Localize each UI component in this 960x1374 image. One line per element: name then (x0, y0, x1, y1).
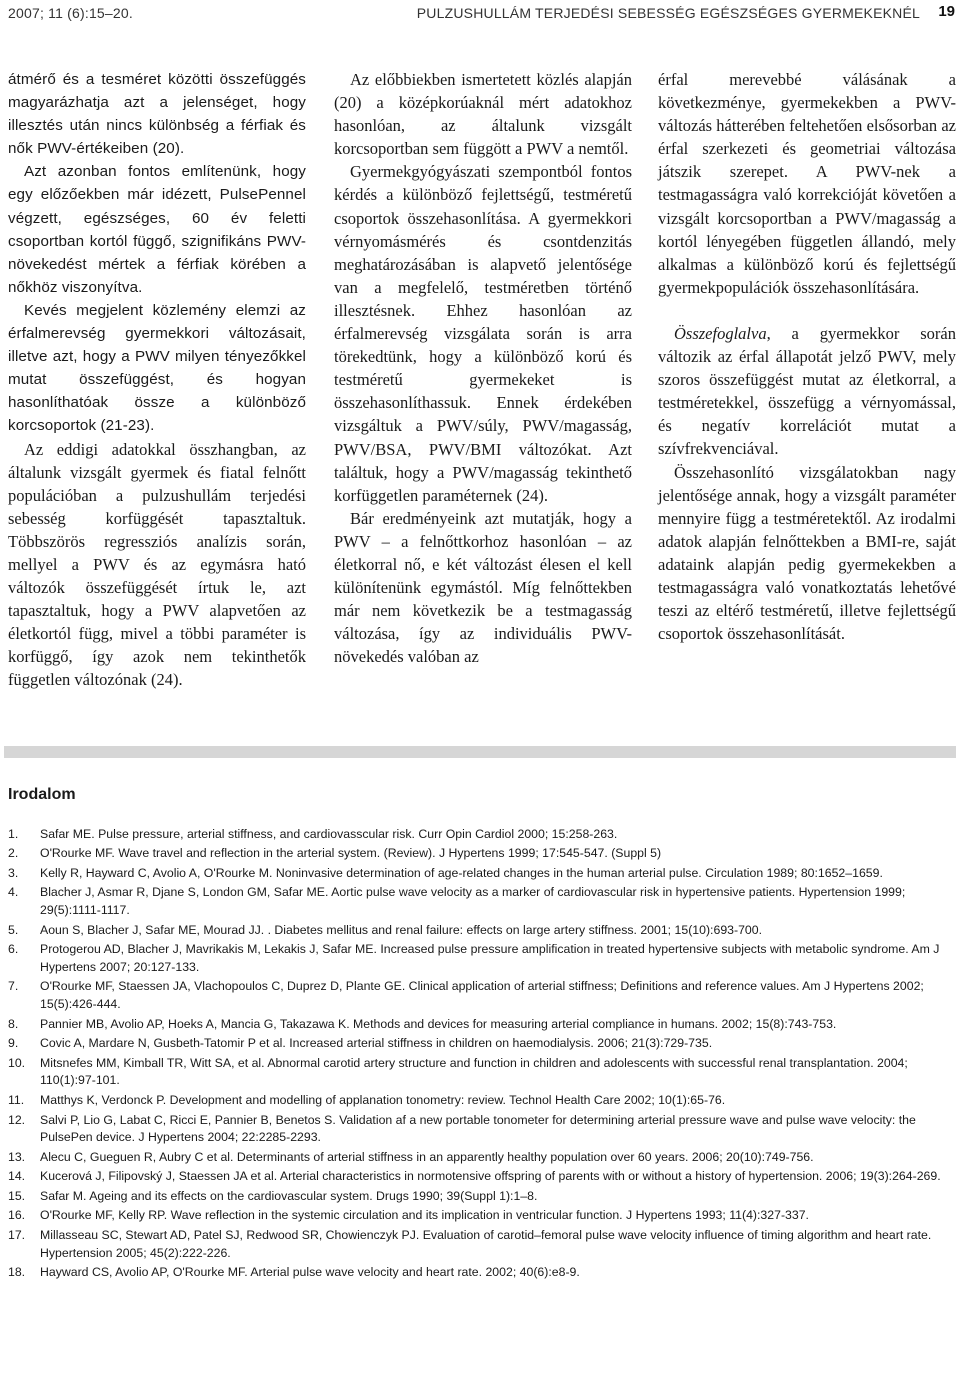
reference-text: O'Rourke MF, Staessen JA, Vlachopoulos C, Duprez D, Plante GE. Clinical application of arterial stiffness; Definitions and reference values. Am J Hypertens 2002; 15(5):426-444. (40, 979, 924, 1011)
reference-item (8, 845, 948, 863)
reference-item (8, 1055, 948, 1090)
reference-text: Salvi P, Lio G, Labat C, Ricci E, Pannier B, Benetos S. Validation af a new portable tonometer for determining arterial pressure wave and pulse wave velocity: the PulsePen device. J Hypertens 2004; 22:2285-2293. (40, 1112, 916, 1145)
reference-text: Aoun S, Blacher J, Safar ME, Mourad JJ. . Diabetes mellitus and renal failure: effects on large artery stiffness. 2001; 15(10):693-700. (40, 922, 763, 937)
reference-item (8, 1227, 948, 1262)
reference-item (8, 978, 948, 1013)
reference-item (8, 1188, 948, 1206)
reference-text: Kucerová J, Filipovský J, Staessen JA et al. Arterial characteristics in normotensive offspring of parents with or without a history of hypertension. 2006; 19(3):264-269. (40, 1169, 941, 1184)
paragraph (658, 322, 956, 461)
reference-item (8, 1207, 948, 1225)
reference-number: 13. (8, 1149, 26, 1164)
reference-number: 2. (8, 846, 19, 861)
page-number: 19 (938, 3, 955, 20)
reference-number: 4. (8, 885, 19, 900)
reference-number: 17. (8, 1228, 26, 1243)
reference-text: Millasseau SC, Stewart AD, Patel SJ, Redwood SR, Chowienczyk PJ. Evaluation of carotid–femoral pulse wave velocity influence of timing algorithm and heart rate. Hypertension 2005; 45(2):222-226. (40, 1228, 932, 1260)
reference-number: 18. (8, 1265, 26, 1280)
section-divider (4, 746, 956, 758)
reference-item (8, 826, 948, 844)
reference-number: 1. (8, 826, 19, 841)
journal-citation: 2007; 11 (6):15–20. (8, 5, 133, 21)
reference-text: O'Rourke MF. Wave travel and reflection in the arterial system. (Review). J Hypertens 1999; 17:545-547. (Suppl 5) (40, 846, 662, 861)
reference-text: Safar M. Ageing and its effects on the cardiovascular system. Drugs 1990; 39(Suppl 1):1–8. (40, 1188, 538, 1203)
reference-number: 5. (8, 922, 19, 937)
reference-item (8, 1035, 948, 1053)
reference-number: 11. (8, 1092, 25, 1107)
reference-number: 9. (8, 1036, 19, 1051)
reference-item (8, 922, 948, 940)
reference-item (8, 1092, 948, 1110)
reference-item (8, 941, 948, 976)
reference-item (8, 1112, 948, 1147)
reference-text: Alecu C, Gueguen R, Aubry C et al. Determinants of arterial stiffness in an apparently healthy population over 60 years. 2006; 20(10):749-756. (40, 1149, 814, 1164)
paragraph: Azt azonban fontos említenünk, hogy egy előzőekben már idézett, PulsePennel végzett, egészséges, 60 év feletti csoportban kortól függő, szignifikáns PWV-növekedést mértek a férfiak körében a nőkhöz viszonyítva. (8, 163, 306, 296)
references-title: Irodalom (8, 786, 76, 803)
summary-label: Összefoglalva (674, 323, 767, 343)
column-2 (334, 68, 632, 668)
body-text (8, 68, 956, 708)
reference-item (8, 884, 948, 919)
paragraph: érfal merevebbé válásának a következménye, gyermekekben a PWV-változás hátterében feltehetően elsősorban az érfal szerkezeti és geometriai változása játszik szerepet. A PWV-nek a testmagasságra való korrekcióját követően a vizsgált korcsoportban a PWV/magasság a kortól lényegében független állandó, mely alkalmas a különböző korú és fejlettségű gyermekpopulációk összehasonlítására. (658, 70, 956, 297)
column-3 (658, 68, 956, 645)
reference-item (8, 1149, 948, 1167)
reference-text: Covic A, Mardare N, Gusbeth-Tatomir P et al. Increased arterial stiffness in children on haemodialysis. 2006; 21(3):729-735. (40, 1036, 713, 1051)
page-header (0, 0, 960, 32)
reference-item (8, 1168, 948, 1186)
reference-number: 15. (8, 1188, 26, 1203)
reference-text: Safar ME. Pulse pressure, arterial stiffness, and cardiovasscular risk. Curr Opin Cardiol 2000; 15:258-263. (40, 826, 618, 841)
reference-number: 16. (8, 1208, 26, 1223)
paragraph: Az eddigi adatokkal összhangban, az általunk vizsgált gyermek és fiatal felnőtt populációban a pulzushullám terjedési sebesség korfüggését tapasztaltuk. Többszörös regressziós analízis során, mellyel a PWV és az egymásra ható változók összefüggését írtuk le, azt tapasztaltuk, hogy a PWV alapvetően az életkortól függ, mivel a többi paraméter is korfüggő, így azok nem tekinthetők független változónak (24). (8, 439, 306, 690)
reference-text: Hayward CS, Avolio AP, O'Rourke MF. Arterial pulse wave velocity and heart rate. 2002; 40(6):e8-9. (40, 1265, 580, 1280)
summary-text: , a gyermekkor során változik az érfal állapotát jelző PWV, mely szoros összefüggést mutat az életkorral, a testméretekkel, összefügg a vérnyomással, és negatív korrelációt mutat a szívfrekvenciával. (658, 323, 956, 459)
reference-number: 7. (8, 979, 19, 994)
reference-text: Mitsnefes MM, Kimball TR, Witt SA, et al. Abnormal carotid artery structure and function in children and adolescents with successful renal transplantation. 2004; 110(1):97-101. (40, 1055, 908, 1088)
reference-item (8, 1264, 948, 1282)
reference-text: Pannier MB, Avolio AP, Hoeks A, Mancia G, Takazawa K. Methods and devices for measuring arterial compliance in humans. 2002; 15(8):743-753. (40, 1016, 837, 1031)
reference-text: O'Rourke MF, Kelly RP. Wave reflection in the systemic circulation and its implication in ventricular function. J Hypertens 1993; 11(4):327-337. (40, 1208, 809, 1223)
column-1 (8, 68, 306, 692)
reference-item (8, 1016, 948, 1034)
paragraph: Összehasonlító vizsgálatokban nagy jelentősége annak, hogy a vizsgált paraméter mennyire függ a testméretektől. Az irodalmi adatok alapján felnőttekben a BMI-re, saját adataink alapján pedig gyermekekben a testmagasságra való vonatkoztatás lehetővé teszi az eltérő testméretű, illetve fejlettségű csoportok összehasonlítását. (658, 462, 956, 644)
reference-text: Blacher J, Asmar R, Djane S, London GM, Safar ME. Aortic pulse wave velocity as a marker of cardiovascular risk in hypertensive patients. Hypertension 1999; 29(5):1111-1117. (40, 885, 906, 917)
paragraph: Bár eredményeink azt mutatják, hogy a PWV – a felnőttkorhoz hasonlóan – az életkorral nő, e két változást élesen el kell különítenünk egymástól. Míg felnőttekben már nem következik be a testmagasság változása, így az individuális PWV-növekedés valóban az (334, 508, 632, 667)
paragraph: Gyermekgyógyászati szempontból fontos kérdés a különböző fejlettségű, testméretű csoportok összehasonlítása. A gyermekkori vérnyomásmérés és csontdenzitás meghatározásában is alapvető jelentősége van a megfelelő, testméretben történő illesztésnek. Ehhez hasonlóan az érfalmerevség vizsgálata során is arra törekedtünk, hogy a különböző korú és testméretű gyermekeket is összehasonlíthassuk. Ennek érdekében vizsgáltuk a PWV/súly, PWV/magasság, PWV/BSA, PWV/BMI változókat. Azt találtuk, hogy a PWV/magasság tekinthető korfüggetlen paraméternek (24). (334, 162, 632, 505)
reference-number: 12. (8, 1112, 26, 1127)
paragraph: Kevés megjelent közlemény elemzi az érfalmerevség gyermekkori változásait, illetve azt, hogy a PWV milyen tényezőkkel mutat összefüggést, és hogyan hasonlíthatóak össze a különböző korcsoportok (21-23). (8, 301, 306, 435)
reference-number: 14. (8, 1169, 26, 1184)
reference-number: 8. (8, 1016, 19, 1031)
reference-number: 10. (8, 1055, 26, 1070)
reference-number: 6. (8, 942, 19, 957)
reference-list (8, 826, 948, 1282)
reference-number: 3. (8, 865, 19, 880)
paragraph: átmérő és a tesméret közötti összefüggés magyarázhatja azt a jelenséget, hogy illesztés után nincs különbség a férfiak és nők PWV-értékeiben (20). (8, 71, 306, 158)
reference-text: Kelly R, Hayward C, Avolio A, O'Rourke M. Noninvasive determination of age-related changes in the human arterial pulse. Circulation 1989; 80:1652–1659. (40, 865, 883, 880)
running-title: PULZUSHULLÁM TERJEDÉSI SEBESSÉG EGÉSZSÉGES GYERMEKEKNÉL (416, 5, 920, 21)
paragraph: Az előbbiekben ismertetett közlés alapján (20) a középkorúaknál mért adatokhoz hasonlóan, az általunk vizsgált korcsoportban sem függött a PWV a nemtől. (334, 70, 632, 159)
reference-text: Protogerou AD, Blacher J, Mavrikakis M, Lekakis J, Safar ME. Increased pulse pressure amplification in treated hypertensive subjects with metabolic syndrome. Am J Hypertens 2007; 20:127-133. (40, 942, 940, 974)
reference-item (8, 865, 948, 883)
references (8, 786, 948, 1284)
reference-text: Matthys K, Verdonck P. Development and modelling of applanation tonometry: review. Technol Health Care 2002; 10(1):65-76. (40, 1092, 726, 1107)
